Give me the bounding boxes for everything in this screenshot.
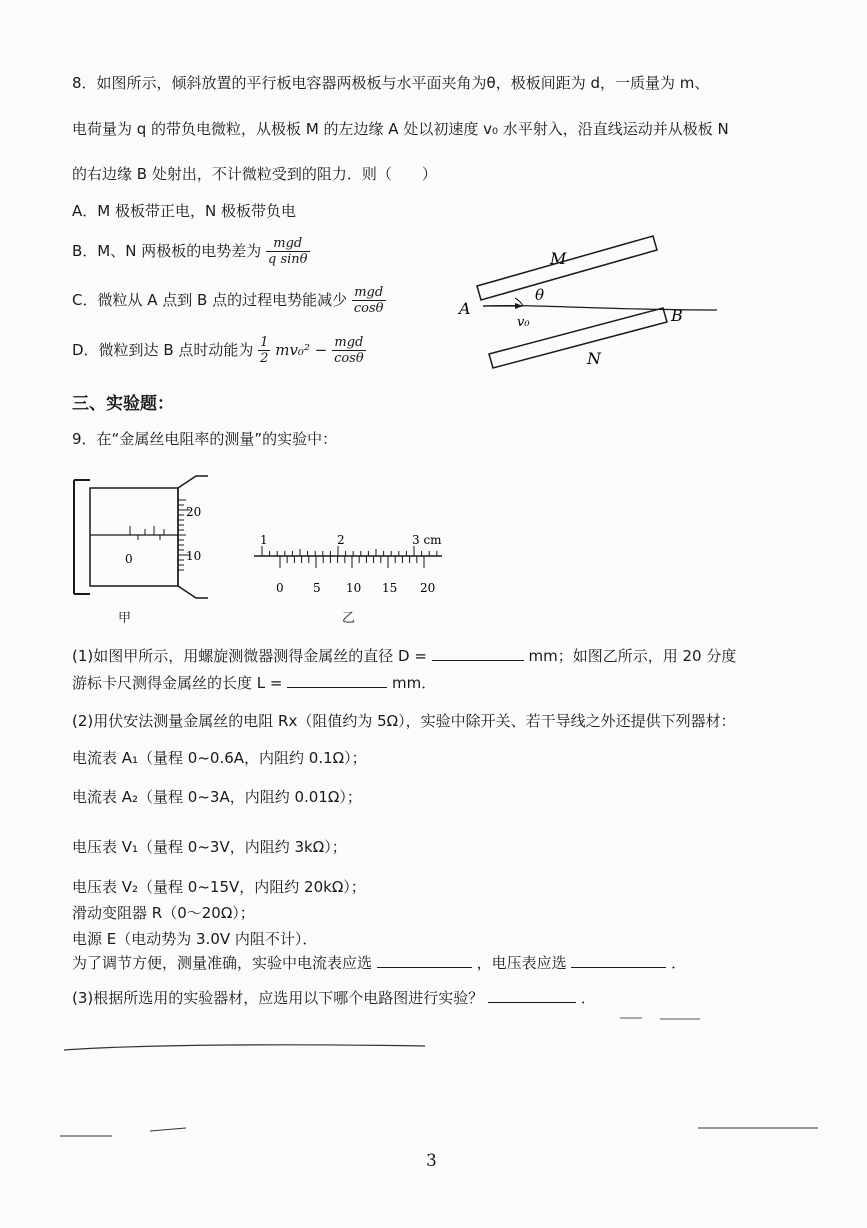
ammeter-answer-blank[interactable] <box>377 953 472 968</box>
vernier-label-15: 15 <box>382 581 398 595</box>
voltmeter-answer-blank[interactable] <box>571 953 666 968</box>
label-jia: 甲 <box>118 611 132 626</box>
q9-selection-line <box>72 952 686 973</box>
ammeter-a2: 电流表 A₂（量程 0~3A，内阻约 0.01Ω）； <box>72 788 362 806</box>
option-d-text: D．微粒到达 B 点时动能为 <box>72 341 254 359</box>
part1-text-a: (1)如图甲所示，用螺旋测微器测得金属丝的直径 D = <box>72 647 427 665</box>
voltmeter-v1: 电压表 V₁（量程 0~3V，内阻约 3kΩ）； <box>72 838 347 856</box>
part1-text-c: 游标卡尺测得金属丝的长度 L = <box>72 674 283 692</box>
q9-part1-line2 <box>72 672 436 693</box>
vernier-label-10: 10 <box>346 581 362 595</box>
label-m: M <box>550 249 567 268</box>
fraction-denominator: q sinθ <box>268 252 308 267</box>
fraction-numerator: mgd <box>332 335 366 351</box>
label-theta: θ <box>535 286 545 304</box>
rheostat: 滑动变阻器 R（0～20Ω）； <box>72 904 255 922</box>
q9-part2: (2)用伏安法测量金属丝的电阻 Rx（阻值约为 5Ω），实验中除开关、若干导线之外还提供下列器材： <box>72 712 736 730</box>
main-label-3: 3 cm <box>412 533 442 547</box>
main-label-1: 1 <box>260 533 268 547</box>
option-c-fraction <box>352 285 386 316</box>
fraction-numerator: mgd <box>266 236 309 252</box>
vernier-figure <box>248 528 448 598</box>
fraction-numerator: mgd <box>352 285 386 301</box>
part3-text: (3)根据所选用的实验器材，应选用以下哪个电路图进行实验？ <box>72 989 484 1007</box>
part3-end: ． <box>580 989 596 1007</box>
fraction-denominator: 2 <box>260 351 269 366</box>
diameter-answer-blank[interactable] <box>432 646 524 661</box>
label-yi: 乙 <box>342 611 356 626</box>
q8-line3: 的右边缘 B 处射出，不计微粒受到的阻力．则（ ） <box>72 165 437 183</box>
option-d-mid: mv₀² − <box>275 341 328 359</box>
option-c-text: C．微粒从 A 点到 B 点的过程电势能减少 <box>72 291 348 309</box>
micrometer-label-0: 0 <box>125 552 133 566</box>
q8-option-a: A．M 极板带正电，N 极板带负电 <box>72 202 296 220</box>
capacitor-figure <box>455 228 745 378</box>
selection-text-a: 为了调节方便，测量准确，实验中电流表应选 <box>72 954 373 972</box>
vernier-label-0: 0 <box>276 581 284 595</box>
option-d-half <box>258 335 270 366</box>
voltmeter-v2: 电压表 V₂（量程 0~15V，内阻约 20kΩ）； <box>72 878 366 896</box>
selection-text-c: ． <box>671 954 687 972</box>
main-label-2: 2 <box>337 533 345 547</box>
label-v0: v₀ <box>517 315 530 330</box>
fraction-denominator: cosθ <box>334 351 364 366</box>
vernier-label-5: 5 <box>313 581 321 595</box>
q9-part3 <box>72 987 596 1008</box>
label-b: B <box>671 306 683 325</box>
selection-text-b: ，电压表应选 <box>476 954 567 972</box>
part1-text-b: mm；如图乙所示，用 20 分度 <box>528 647 737 665</box>
part1-text-d: mm． <box>392 674 437 692</box>
circuit-answer-blank[interactable] <box>488 988 576 1003</box>
vernier-label-20: 20 <box>420 581 436 595</box>
ammeter-a1: 电流表 A₁（量程 0~0.6A，内阻约 0.1Ω）； <box>72 749 367 767</box>
option-b-text: B．M、N 两极板的电势差为 <box>72 242 262 260</box>
label-a: A <box>459 299 471 318</box>
option-d-fraction <box>332 335 366 366</box>
q9-intro: 9．在“金属丝电阻率的测量”的实验中： <box>72 430 338 448</box>
q8-line2: 电荷量为 q 的带负电微粒，从极板 M 的左边缘 A 处以初速度 v₀ 水平射入，沿直线运动并从极板 N <box>72 120 729 138</box>
page-number: 3 <box>426 1151 437 1171</box>
q8-option-c <box>72 285 386 316</box>
micrometer-figure <box>68 472 218 602</box>
section-heading: 三、实验题： <box>72 394 174 414</box>
option-b-fraction <box>266 236 309 267</box>
q8-option-d <box>72 335 366 366</box>
label-n: N <box>587 349 601 368</box>
q9-part1-line1 <box>72 645 736 666</box>
plate-m <box>477 236 657 300</box>
fraction-denominator: cosθ <box>353 301 384 316</box>
micrometer-label-10: 10 <box>186 549 202 563</box>
micrometer-label-20: 20 <box>186 505 202 519</box>
power-source: 电源 E（电动势为 3.0V 内阻不计）． <box>72 930 318 948</box>
q8-line1: 8．如图所示，倾斜放置的平行板电容器两极板与水平面夹角为θ，极板间距为 d，一质量为 m、 <box>72 74 710 92</box>
plate-n <box>489 308 667 368</box>
fraction-numerator: 1 <box>260 335 269 350</box>
q8-option-b <box>72 236 310 267</box>
length-answer-blank[interactable] <box>287 673 387 688</box>
scan-marks <box>0 1010 867 1150</box>
